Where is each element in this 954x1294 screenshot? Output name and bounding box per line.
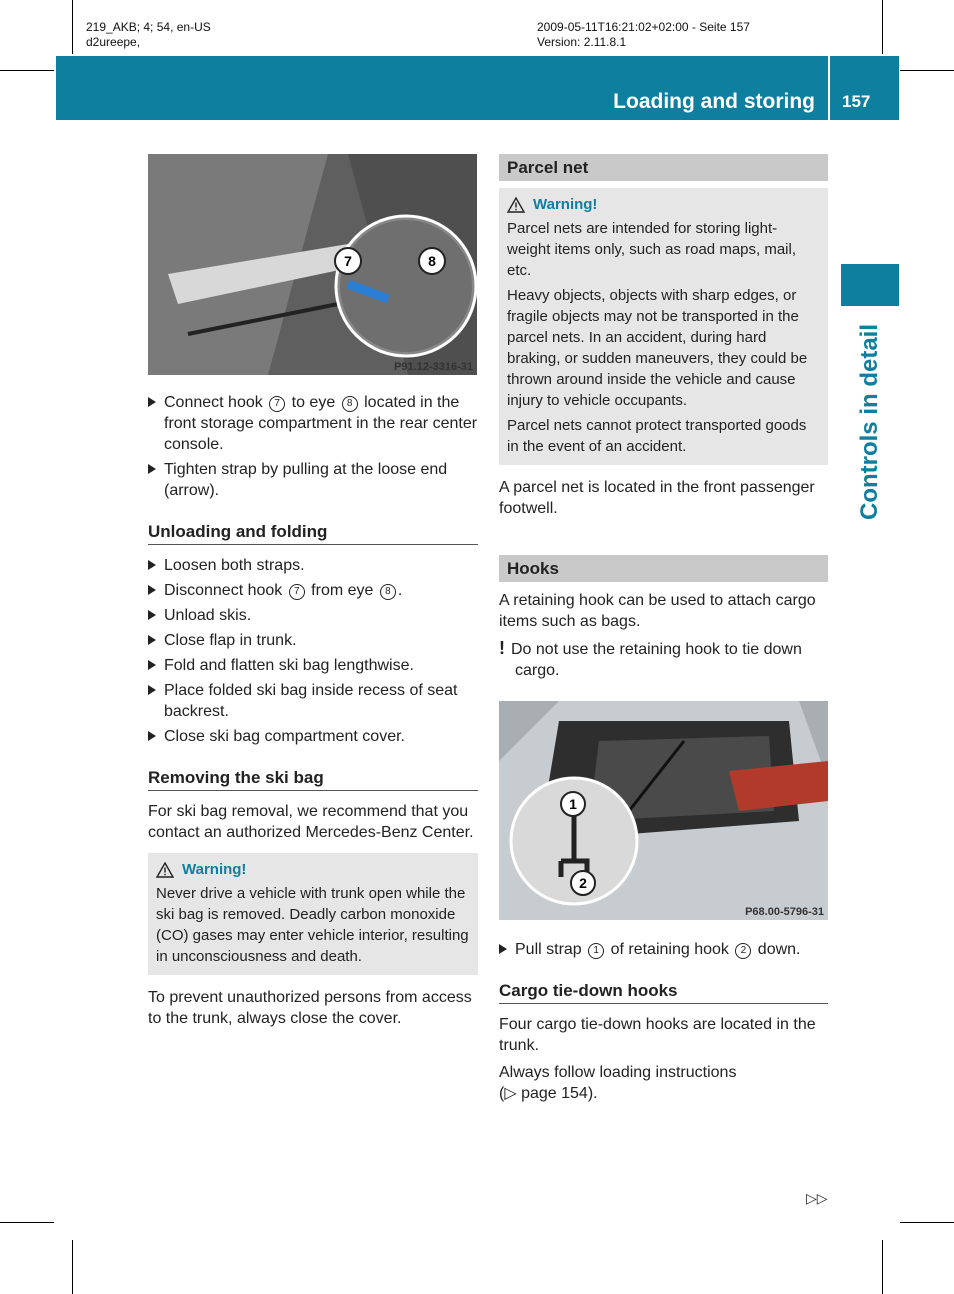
- svg-text:8: 8: [428, 253, 436, 269]
- crop-mark: [882, 1240, 883, 1294]
- text: down.: [753, 941, 801, 958]
- svg-text:1: 1: [569, 796, 577, 812]
- callout-number: 1: [588, 943, 604, 959]
- subheading-unloading: Unloading and folding: [148, 521, 478, 545]
- page-reference-link[interactable]: (▷ page 154).: [499, 1085, 598, 1102]
- text: Close ski bag compartment cover.: [164, 728, 405, 745]
- meta-line: Version: 2.11.8.1: [537, 35, 627, 49]
- warning-text: Heavy objects, objects with sharp edges, or fragile objects may not be transported in the parcel nets. In an accident, during hard braking, or sudden maneuvers, they could be thrown around inside the vehicle and cause injury to vehicle occupants.: [507, 287, 808, 409]
- warning-title: [156, 859, 470, 880]
- bullet-arrow-icon: [148, 585, 156, 595]
- page-number: 157: [842, 92, 871, 111]
- bullet-arrow-icon: [148, 464, 156, 474]
- bullet-arrow-icon: [148, 685, 156, 695]
- chapter-label: Controls in detail: [856, 323, 883, 520]
- text: Tighten strap by pulling at the loose end (arrow).: [164, 461, 448, 499]
- warning-title-text: Warning!: [533, 196, 598, 213]
- section-title: Loading and storing: [613, 90, 815, 113]
- notice: [499, 638, 828, 681]
- photo-code: P68.00-5796-31: [745, 906, 824, 918]
- list-item: [148, 580, 478, 601]
- text: to eye: [287, 394, 340, 411]
- photo-code: P91.12-3316-31: [394, 361, 473, 373]
- text: Close flap in trunk.: [164, 632, 297, 649]
- notice-icon: !: [499, 638, 505, 658]
- warning-triangle-icon: [507, 197, 525, 213]
- text: .: [397, 582, 403, 599]
- paragraph: Four cargo tie-down hooks are located in the trunk.: [499, 1016, 816, 1054]
- bullet-arrow-icon: [499, 944, 507, 954]
- list-item: [499, 939, 828, 960]
- callout-number: 8: [342, 396, 358, 412]
- trunk-illustration: [499, 701, 828, 920]
- crop-mark: [900, 70, 954, 71]
- continue-marker: ▷▷: [806, 1190, 828, 1206]
- warning-text: Parcel nets are intended for storing light-weight items only, such as road maps, mail, etc.: [507, 220, 797, 279]
- list-item: [148, 630, 478, 651]
- meta-line: d2ureepe,: [86, 35, 141, 49]
- print-meta-left: [86, 20, 211, 50]
- bullet-arrow-icon: [148, 560, 156, 570]
- warning-text: Never drive a vehicle with trunk open while the ski bag is removed. Deadly carbon monoxide (CO) gases may enter vehicle interior, resulting in unconsciousness and death.: [156, 885, 469, 965]
- subheading-cargo: Cargo tie-down hooks: [499, 980, 828, 1004]
- list-item: [148, 555, 478, 576]
- bullet-arrow-icon: [148, 635, 156, 645]
- list-item: [148, 726, 478, 747]
- text: located in the front storage compartment in the rear center console.: [164, 394, 478, 453]
- list-item: [148, 459, 478, 501]
- text: Loosen both straps.: [164, 557, 305, 574]
- bullet-arrow-icon: [148, 610, 156, 620]
- meta-line: 219_AKB; 4; 54, en-US: [86, 20, 211, 34]
- warning-box: [499, 188, 828, 465]
- text: Always follow loading instructions: [499, 1064, 737, 1081]
- text: Connect hook: [164, 394, 268, 411]
- text: Place folded ski bag inside recess of seat backrest.: [164, 682, 458, 720]
- side-tab: [841, 264, 899, 306]
- text: Fold and flatten ski bag lengthwise.: [164, 657, 414, 674]
- print-meta-right: [537, 20, 750, 50]
- right-column-lower: [499, 939, 828, 1110]
- left-column: [148, 392, 478, 1035]
- bullet-arrow-icon: [148, 731, 156, 741]
- paragraph: [499, 1062, 828, 1104]
- crop-mark: [72, 0, 73, 54]
- svg-text:2: 2: [579, 875, 587, 891]
- ski-bag-illustration: [148, 154, 477, 375]
- text: of retaining hook: [606, 941, 734, 958]
- paragraph: A parcel net is located in the front passenger footwell.: [499, 479, 815, 517]
- right-column: [499, 154, 828, 697]
- warning-triangle-icon: [156, 862, 174, 878]
- bullet-arrow-icon: [148, 397, 156, 407]
- paragraph: A retaining hook can be used to attach cargo items such as bags.: [499, 592, 816, 630]
- notice-text: Do not use the retaining hook to tie down cargo.: [511, 641, 802, 679]
- callout-number: 8: [380, 584, 396, 600]
- crop-mark: [900, 1222, 954, 1223]
- list-item: [148, 655, 478, 676]
- retaining-hook-photo: [499, 701, 828, 920]
- list-item: [148, 392, 478, 455]
- paragraph: For ski bag removal, we recommend that you contact an authorized Mercedes-Benz Center.: [148, 803, 474, 841]
- header-bar: [56, 56, 899, 120]
- text: from eye: [306, 582, 378, 599]
- list-item: [148, 680, 478, 722]
- warning-box: [148, 853, 478, 975]
- ski-bag-photo: [148, 154, 477, 375]
- svg-text:7: 7: [344, 253, 352, 269]
- callout-number: 2: [735, 943, 751, 959]
- crop-mark: [72, 1240, 73, 1294]
- crop-mark: [0, 1222, 54, 1223]
- subheading-removing: Removing the ski bag: [148, 767, 478, 791]
- paragraph: To prevent unauthorized persons from access to the trunk, always close the cover.: [148, 989, 472, 1027]
- callout-number: 7: [289, 584, 305, 600]
- section-heading-parcel-net: Parcel net: [499, 154, 828, 181]
- header-divider: [828, 56, 830, 120]
- bullet-arrow-icon: [148, 660, 156, 670]
- meta-line: 2009-05-11T16:21:02+02:00 - Seite 157: [537, 20, 750, 34]
- section-heading-hooks: Hooks: [499, 555, 828, 582]
- crop-mark: [0, 70, 54, 71]
- warning-text: Parcel nets cannot protect transported goods in the event of an accident.: [507, 417, 807, 455]
- list-item: [148, 605, 478, 626]
- text: Unload skis.: [164, 607, 252, 624]
- callout-number: 7: [269, 396, 285, 412]
- warning-title-text: Warning!: [182, 861, 247, 878]
- text: Pull strap: [515, 941, 587, 958]
- crop-mark: [882, 0, 883, 54]
- text: Disconnect hook: [164, 582, 287, 599]
- warning-title: [507, 194, 820, 215]
